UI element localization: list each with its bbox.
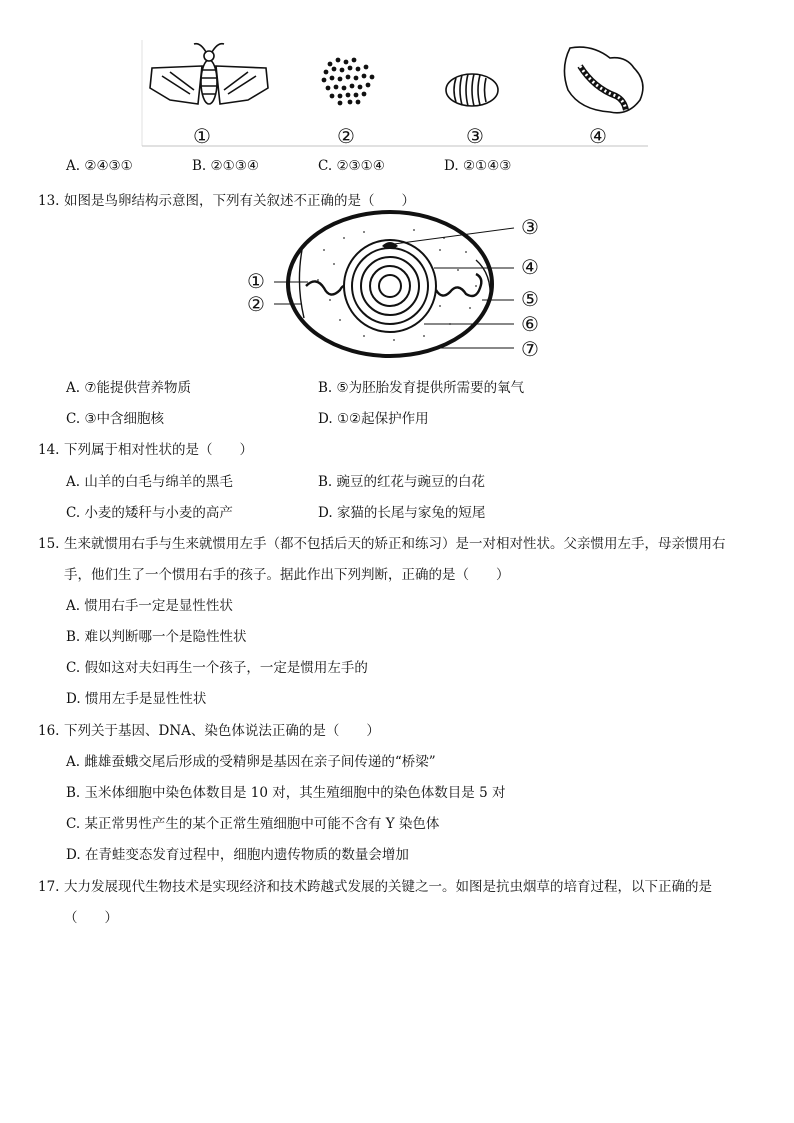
q17-stem-line1 <box>38 875 712 895</box>
egg-label-3: ③ <box>521 215 539 239</box>
option-text: 小麦的矮秆与小麦的高产 <box>84 505 233 521</box>
option-text: 某正常男性产生的某个正常生殖细胞中可能不含有 Y 染色体 <box>84 816 440 832</box>
option-letter: C. <box>66 411 81 427</box>
q13-option-c[interactable] <box>66 407 164 427</box>
moth-drawing <box>150 44 268 104</box>
question-text: 大力发展现代生物技术是实现经济和技术跨越式发展的关键之一。如图是抗虫烟草的培育过程，以下正确的是 <box>64 879 712 895</box>
egg-label-6: ⑥ <box>521 312 539 336</box>
option-text: ③中含细胞核 <box>84 411 165 427</box>
q13-option-b[interactable] <box>318 376 524 396</box>
q16-option-c[interactable] <box>66 812 439 832</box>
question-number: 17. <box>38 879 60 895</box>
q15-option-c[interactable] <box>66 656 368 676</box>
q12-option-d[interactable] <box>444 158 511 174</box>
q12-option-b[interactable] <box>192 158 259 174</box>
q15-option-d[interactable] <box>66 687 206 707</box>
option-letter: B. <box>192 158 207 174</box>
question-number: 14. <box>38 442 60 458</box>
option-letter: C. <box>66 816 81 832</box>
q15-stem-line1 <box>38 532 726 552</box>
q17-stem-line2: （ ） <box>64 910 118 926</box>
option-letter: D. <box>318 505 333 521</box>
pupa-drawing <box>446 74 498 106</box>
figure-label-1: ① <box>193 124 211 148</box>
egg-label-1: ① <box>247 269 265 293</box>
option-letter: D. <box>66 691 81 707</box>
option-text: 惯用左手是显性性状 <box>84 691 207 707</box>
q16-option-a[interactable] <box>66 750 436 770</box>
egg-label-7: ⑦ <box>521 337 539 361</box>
bird-egg-diagram <box>244 190 554 368</box>
question-number: 13. <box>38 193 60 209</box>
option-letter: D. <box>318 411 333 427</box>
option-text: ①②起保护作用 <box>336 411 429 427</box>
q16-option-b[interactable] <box>66 781 505 801</box>
option-text: 山羊的白毛与绵羊的黑毛 <box>84 474 233 490</box>
option-text: ⑦能提供营养物质 <box>84 380 191 396</box>
egg-label-2: ② <box>247 292 265 316</box>
q15-stem-line2: 手，他们生了一个惯用右手的孩子。据此作出下列判断，正确的是（ ） <box>64 567 510 583</box>
option-letter: C. <box>66 660 81 676</box>
figure-label-2: ② <box>337 124 355 148</box>
eggs-drawing <box>322 58 375 106</box>
larva-on-leaf-drawing <box>564 47 642 113</box>
option-text: ②③①④ <box>336 158 385 174</box>
q15-option-a[interactable] <box>66 594 233 614</box>
option-letter: A. <box>66 380 81 396</box>
figure-label-4: ④ <box>589 124 607 148</box>
option-letter: B. <box>66 785 81 801</box>
egg-label-5: ⑤ <box>521 287 539 311</box>
option-letter: B. <box>318 380 333 396</box>
option-text: 玉米体细胞中染色体数目是 10 对，其生殖细胞中的染色体数目是 5 对 <box>84 785 506 801</box>
q12-option-a[interactable] <box>66 158 133 174</box>
option-text: 家猫的长尾与家兔的短尾 <box>336 505 486 521</box>
q14-option-d[interactable] <box>318 501 485 521</box>
q13-option-d[interactable] <box>318 407 429 427</box>
question-number: 16. <box>38 723 60 739</box>
question-text: 如图是鸟卵结构示意图，下列有关叙述不正确的是（ ） <box>64 193 415 209</box>
option-text: ⑤为胚胎发育提供所需要的氧气 <box>336 380 525 396</box>
option-text: 在青蛙变态发育过程中，细胞内遗传物质的数量会增加 <box>84 847 409 863</box>
q13-option-a[interactable] <box>66 376 191 396</box>
q14-option-b[interactable] <box>318 470 485 490</box>
q16-option-d[interactable] <box>66 843 409 863</box>
q14-stem <box>38 438 253 458</box>
option-letter: A. <box>66 598 81 614</box>
bird-egg-structure-drawing <box>244 190 554 368</box>
option-letter: C. <box>66 505 81 521</box>
option-letter: D. <box>66 847 81 863</box>
figure-label-3: ③ <box>466 124 484 148</box>
q15-option-b[interactable] <box>66 625 247 645</box>
option-letter: B. <box>318 474 333 490</box>
option-text: 假如这对夫妇再生一个孩子，一定是惯用左手的 <box>84 660 368 676</box>
q16-stem <box>38 719 380 739</box>
silkworm-stages-drawing <box>140 38 650 148</box>
silkworm-life-cycle-figure <box>140 38 650 148</box>
option-text: 雌雄蚕蛾交尾后形成的受精卵是基因在亲子间传递的“桥梁” <box>84 754 436 770</box>
option-text: 惯用右手一定是显性性状 <box>84 598 233 614</box>
option-text: 难以判断哪一个是隐性性状 <box>84 629 247 645</box>
question-text: 下列属于相对性状的是（ ） <box>64 442 253 458</box>
option-letter: D. <box>444 158 459 174</box>
q14-option-c[interactable] <box>66 501 233 521</box>
q12-option-c[interactable] <box>318 158 385 174</box>
option-letter: A. <box>66 474 81 490</box>
option-text: 豌豆的红花与豌豆的白花 <box>336 474 486 490</box>
option-text: ②①④③ <box>462 158 512 174</box>
question-text: 下列关于基因、DNA、染色体说法正确的是（ ） <box>64 723 380 739</box>
option-text: ②④③① <box>84 158 133 174</box>
option-letter: C. <box>318 158 333 174</box>
option-letter: A. <box>66 158 81 174</box>
question-number: 15. <box>38 536 60 552</box>
q14-option-a[interactable] <box>66 470 233 490</box>
question-text: 生来就惯用右手与生来就惯用左手（都不包括后天的矫正和练习）是一对相对性状。父亲惯用左手，母亲惯用右 <box>64 536 726 552</box>
option-letter: B. <box>66 629 81 645</box>
option-letter: A. <box>66 754 81 770</box>
option-text: ②①③④ <box>210 158 259 174</box>
egg-label-4: ④ <box>521 255 539 279</box>
